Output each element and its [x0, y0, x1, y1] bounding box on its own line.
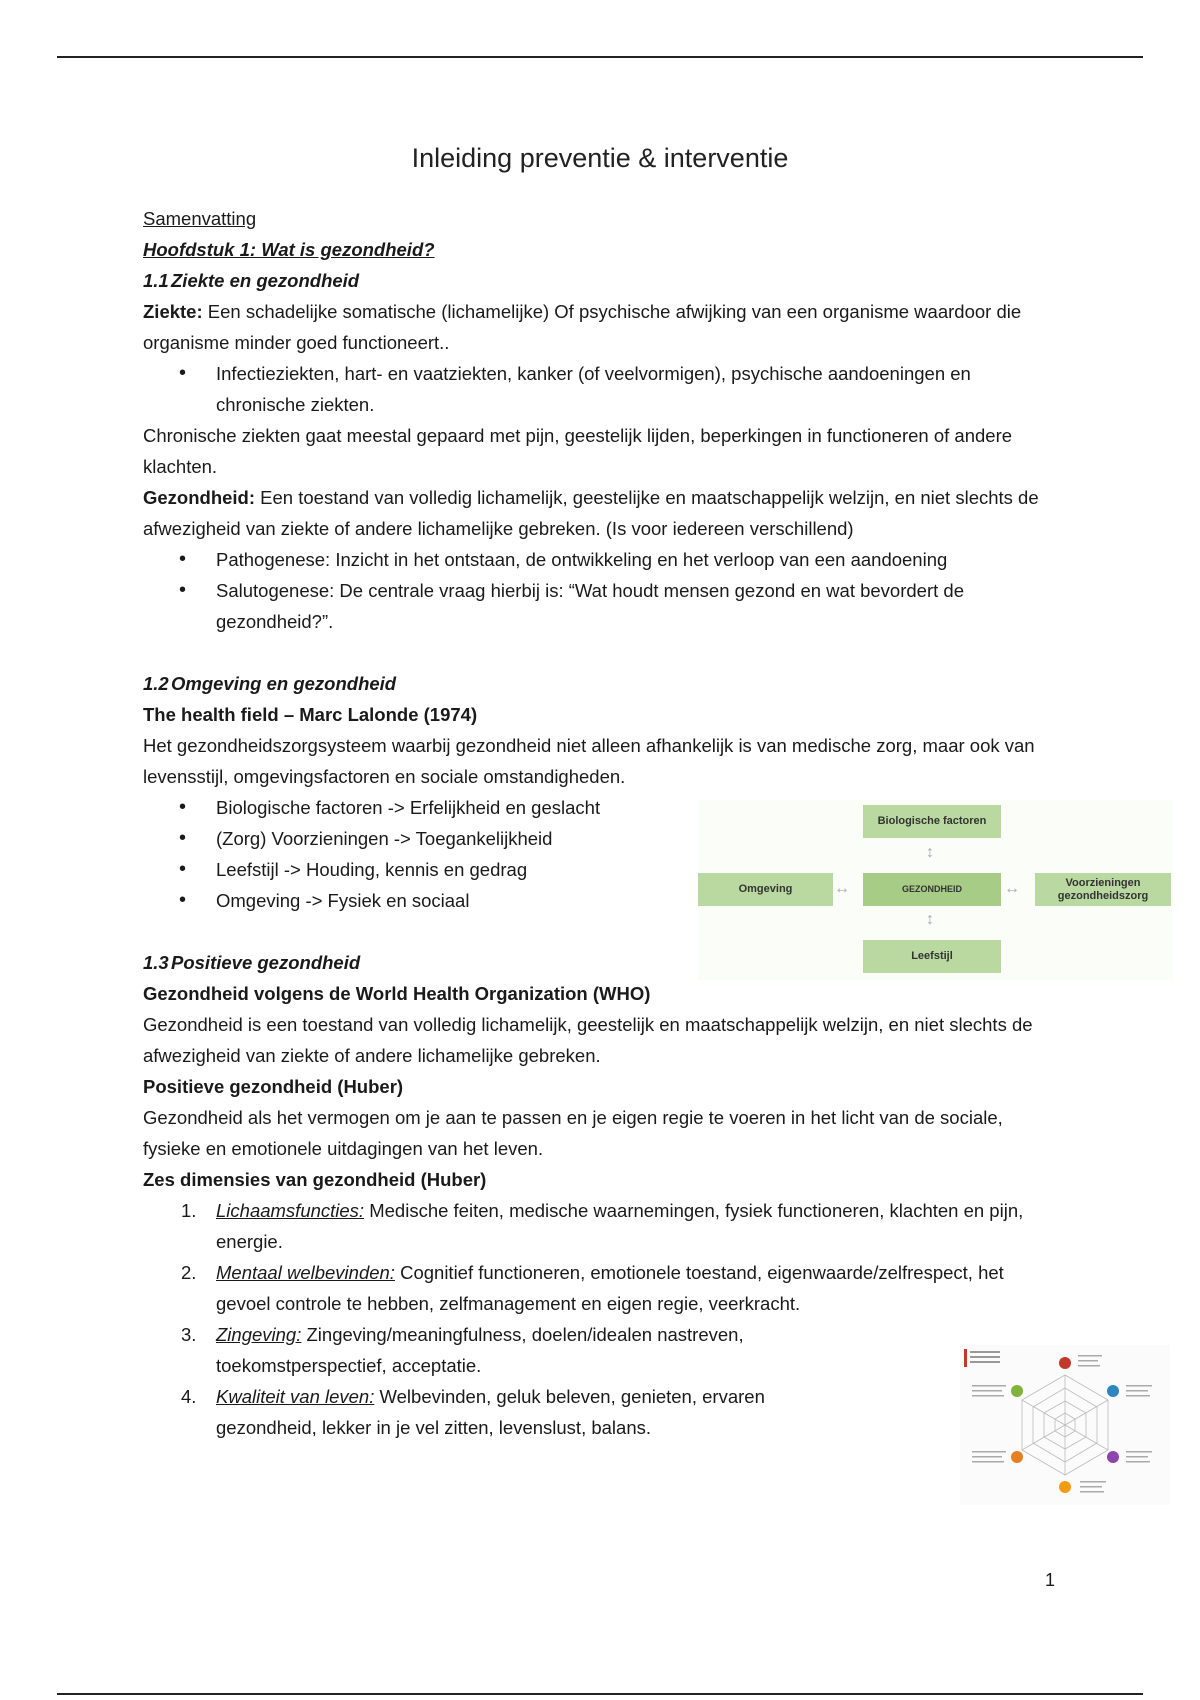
list-item: • Omgeving -> Fysiek en sociaal — [143, 885, 663, 916]
chapter-heading: Hoofdstuk 1: Wat is gezondheid? — [143, 239, 435, 260]
spiderweb-icon — [960, 1345, 1170, 1505]
health-field-diagram — [698, 800, 1173, 980]
document-title: Inleiding preventie & interventie — [411, 143, 789, 173]
list-item: • Leefstijl -> Houding, kennis en gedrag — [143, 854, 663, 885]
health-field-heading: The health field – Marc Lalonde (1974) — [143, 704, 478, 725]
who-heading: Gezondheid volgens de World Health Organization (WHO) — [143, 983, 651, 1004]
list-item: 1. Lichaamsfuncties: Medische feiten, medische waarnemingen, fysiek functioneren, klachten en pijn, energie. — [181, 1200, 1024, 1252]
dimensions-list — [143, 1195, 1043, 1443]
dimensions-heading: Zes dimensies van gezondheid (Huber) — [143, 1169, 487, 1190]
ziekte-definition: Ziekte: Een schadelijke somatische (lichamelijke) Of psychische afwijking van een organisme waardoor die organisme minder goed functioneert.. — [143, 301, 1022, 353]
arrow-icon: ↔ — [834, 880, 850, 897]
arrow-icon: ↕ — [926, 844, 934, 861]
arrow-icon: ↕ — [926, 911, 934, 928]
huber-text: Gezondheid als het vermogen om je aan te passen en je eigen regie te voeren in het licht van de sociale, fysieke en emotionele uitdagingen van het leven. — [143, 1107, 1003, 1159]
diagram-box-bottom: Leefstijl — [863, 940, 1001, 973]
gezondheid-definition: Gezondheid: Een toestand van volledig lichamelijk, geestelijke en maatschappelijk welzijn, en niet slechts de afwezigheid van ziekte of andere lichamelijke gebreken. (Is voor iedereen verschillend) — [143, 487, 1039, 539]
page-number: 1 — [1045, 1570, 1056, 1590]
section-1-1-heading: 1.1 Ziekte en gezondheid — [143, 270, 360, 291]
spiderweb-figure — [960, 1345, 1170, 1505]
list-item: 4. Kwaliteit van leven: Welbevinden, geluk beleven, genieten, ervaren gezondheid, lekker in je vel zitten, levenslust, balans. — [181, 1386, 765, 1438]
list-item: • Salutogenese: De centrale vraag hierbij is: “Wat houdt mensen gezond en wat bevordert de gezondheid?”. — [143, 575, 1043, 637]
genese-list — [143, 544, 1043, 637]
list-item: • (Zorg) Voorzieningen -> Toegankelijkheid — [143, 823, 663, 854]
list-item: • Biologische factoren -> Erfelijkheid en geslacht — [143, 792, 663, 823]
health-field-list — [143, 792, 663, 916]
section-1-3-heading: 1.3 Positieve gezondheid — [143, 952, 361, 973]
section-1-2-heading: 1.2 Omgeving en gezondheid — [143, 673, 397, 694]
list-item: • Infectieziekten, hart- en vaatziekten, kanker (of veelvormigen), psychische aandoeningen en chronische ziekten. — [143, 358, 1043, 420]
huber-heading: Positieve gezondheid (Huber) — [143, 1076, 404, 1097]
footer-rule — [57, 1693, 1143, 1695]
header-rule — [57, 56, 1143, 58]
list-item: 2. Mentaal welbevinden: Cognitief functioneren, emotionele toestand, eigenwaarde/zelfrespect, het gevoel controle te hebben, zelfmanagement en eigen regie, veerkracht. — [181, 1262, 1004, 1314]
list-item: • Pathogenese: Inzicht in het ontstaan, de ontwikkeling en het verloop van een aandoening — [143, 544, 1043, 575]
who-text: Gezondheid is een toestand van volledig lichamelijk, geestelijk en maatschappelijk welzijn, en niet slechts de afwezigheid van ziekte of andere lichamelijke gebreken. — [143, 1014, 1033, 1066]
diagram-box-left: Omgeving — [698, 873, 833, 906]
arrow-icon: ↔ — [1004, 880, 1020, 897]
list-item: 3. Zingeving: Zingeving/meaningfulness, doelen/idealen nastreven, toekomstperspectief, acceptatie. — [181, 1324, 744, 1376]
diagram-box-center: GEZONDHEID — [863, 873, 1001, 906]
chronisch-text: Chronische ziekten gaat meestal gepaard met pijn, geestelijk lijden, beperkingen in functioneren of andere klachten. — [143, 425, 1013, 477]
health-field-text: Het gezondheidszorgsysteem waarbij gezondheid niet alleen afhankelijk is van medische zorg, maar ook van levensstijl, omgevingsfactoren en sociale omstandigheden. — [143, 735, 1035, 787]
diagram-box-top: Biologische factoren — [863, 805, 1001, 838]
samenvatting-label: Samenvatting — [143, 208, 257, 229]
diagram-box-right: Voorzieningen gezondheidszorg — [1035, 873, 1171, 906]
ziekte-list — [143, 358, 1043, 420]
